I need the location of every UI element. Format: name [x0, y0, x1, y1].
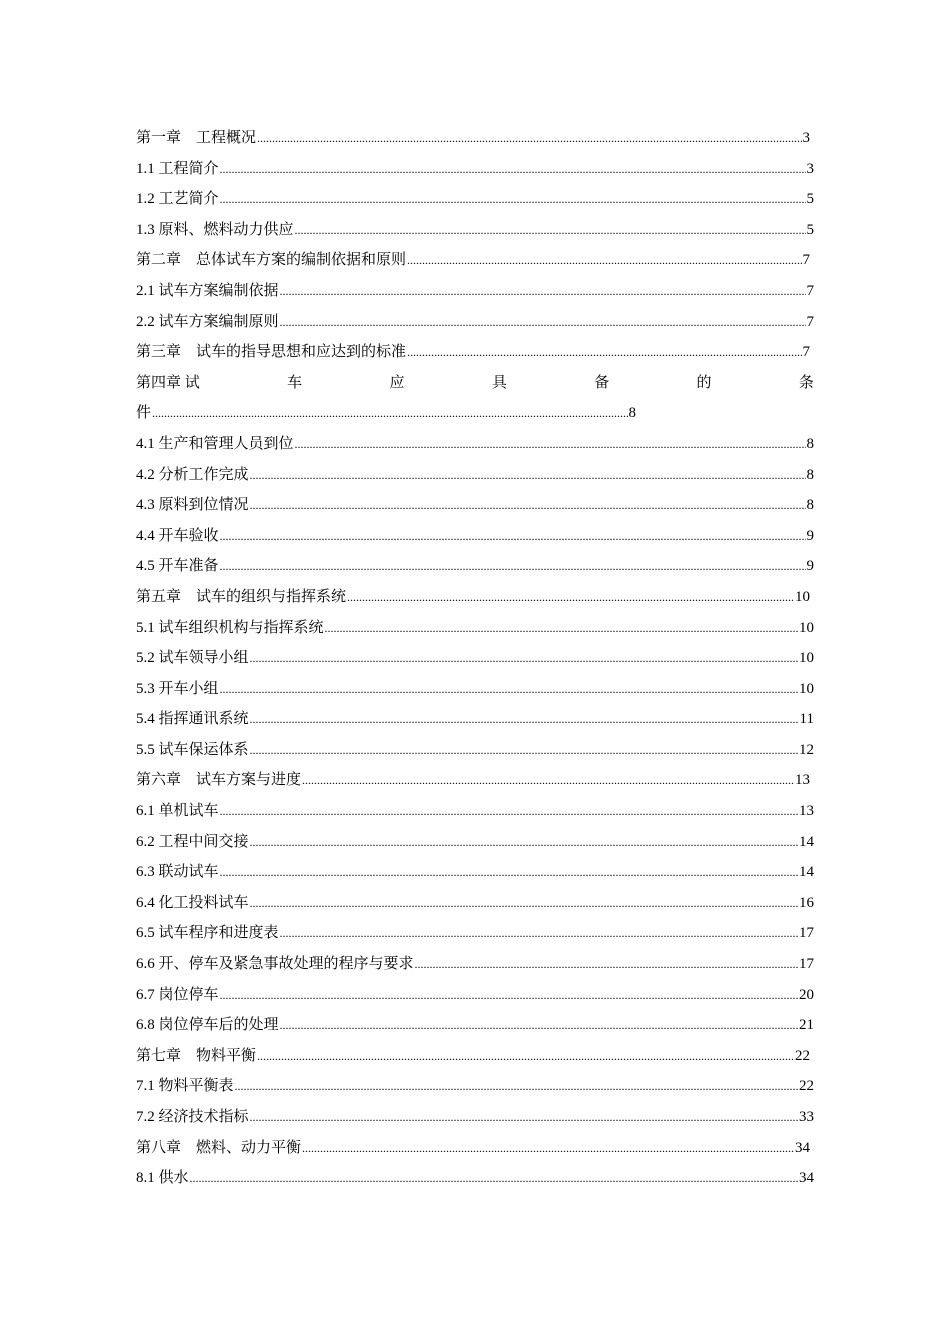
toc-entry-page: 8: [628, 405, 636, 422]
toc-entry-page: 10: [795, 588, 810, 605]
toc-entry-section[interactable]: [136, 276, 814, 307]
toc-entry-title: 5.5 试车保运体系: [136, 741, 249, 758]
toc-entry-page: 10: [799, 650, 814, 667]
toc-entry-page: 16: [799, 894, 814, 911]
toc-entry-page: 8: [806, 466, 814, 483]
toc-entry-title: 6.8 岗位停车后的处理: [136, 1017, 279, 1034]
toc-dot-leader: [295, 215, 806, 246]
toc-entry-title: 件: [136, 405, 152, 422]
toc-dot-leader: [280, 918, 798, 949]
toc-entry-page: 5: [806, 221, 814, 238]
toc-entry-title: 1.3 原料、燃料动力供应: [136, 221, 294, 238]
toc-dot-leader: [220, 184, 806, 215]
toc-entry-section[interactable]: [136, 429, 814, 460]
toc-entry-title: 4.3 原料到位情况: [136, 497, 249, 514]
toc-entry-title: 6.7 岗位停车: [136, 986, 219, 1003]
toc-entry-section[interactable]: [136, 613, 814, 644]
toc-entry-title: 第六章 试车方案与进度: [136, 772, 302, 789]
toc-entry-page: 20: [799, 986, 814, 1003]
toc-entry-page: 7: [802, 252, 810, 269]
toc-entry-section[interactable]: [136, 796, 814, 827]
toc-entry-word: 第四章 试: [136, 374, 200, 391]
toc-entry-page: 5: [806, 191, 814, 208]
toc-entry-page: 34: [795, 1139, 810, 1156]
toc-entry-page: 7: [802, 344, 810, 361]
toc-entry-chapter[interactable]: [136, 765, 814, 796]
toc-entry-page: 10: [799, 619, 814, 636]
toc-entry-page: 33: [799, 1109, 814, 1125]
toc-entry-title: 4.2 分析工作完成: [136, 466, 249, 483]
toc-dot-leader: [250, 1102, 798, 1133]
toc-entry-chapter[interactable]: [136, 245, 814, 276]
toc-entry-page: 10: [799, 680, 814, 697]
toc-entry-title: 第一章 工程概况: [136, 130, 257, 146]
toc-entry-title: 4.5 开车准备: [136, 558, 219, 575]
toc-dot-leader: [250, 490, 806, 521]
toc-entry-section[interactable]: [136, 674, 814, 705]
toc-dot-leader: [257, 1041, 794, 1072]
toc-entry-page: 9: [806, 558, 814, 575]
toc-entry-title: 第三章 试车的指导思想和应达到的标准: [136, 344, 407, 361]
toc-entry-word: 车: [287, 374, 303, 391]
toc-dot-leader: [415, 949, 798, 980]
toc-entry-section[interactable]: [136, 918, 814, 949]
toc-entry-chapter[interactable]: [136, 337, 814, 368]
toc-entry-word: 的: [696, 374, 712, 391]
toc-entry-title: 1.2 工艺简介: [136, 191, 219, 208]
toc-dot-leader: [220, 857, 798, 888]
toc-entry-section[interactable]: [136, 307, 814, 338]
toc-entry-section[interactable]: [136, 735, 814, 766]
toc-entry-section[interactable]: [136, 551, 814, 582]
toc-dot-leader: [220, 674, 798, 705]
toc-entry-title: 第五章 试车的组织与指挥系统: [136, 588, 347, 605]
toc-entry-page: 3: [806, 160, 814, 177]
toc-entry-section[interactable]: [136, 215, 814, 246]
toc-entry-word: 应: [389, 374, 405, 391]
toc-entry-section[interactable]: [136, 521, 814, 552]
toc-entry-section[interactable]: [136, 1102, 814, 1133]
toc-entry-word: 具: [491, 374, 507, 391]
toc-entry-section[interactable]: [136, 827, 814, 858]
toc-entry-title: 第八章 燃料、动力平衡: [136, 1139, 302, 1156]
toc-entry-title: 6.1 单机试车: [136, 803, 219, 820]
toc-entry-section[interactable]: [136, 857, 814, 888]
toc-entry-section[interactable]: [136, 888, 814, 919]
toc-dot-leader: [280, 276, 806, 307]
toc-entry-page: 12: [799, 741, 814, 758]
toc-dot-leader: [250, 460, 806, 491]
toc-dot-leader: [302, 765, 794, 796]
toc-dot-leader: [295, 429, 806, 460]
toc-entry-section[interactable]: [136, 1010, 814, 1041]
toc-entry-chapter[interactable]: [136, 123, 814, 154]
toc-entry-page: 17: [799, 925, 814, 942]
toc-entry-page: 8: [806, 497, 814, 514]
toc-entry-title: 第二章 总体试车方案的编制依据和原则: [136, 252, 407, 269]
table-of-contents: [136, 123, 814, 1194]
toc-dot-leader: [152, 398, 627, 429]
toc-dot-leader: [302, 1133, 794, 1164]
toc-dot-leader: [220, 980, 798, 1011]
toc-dot-leader: [280, 307, 806, 338]
toc-entry-page: 9: [806, 527, 814, 544]
toc-entry-title: 第七章 物料平衡: [136, 1047, 257, 1064]
toc-dot-leader: [190, 1163, 798, 1194]
toc-dot-leader: [220, 521, 806, 552]
toc-entry-page: 22: [799, 1078, 814, 1095]
toc-dot-leader: [220, 796, 798, 827]
toc-entry-title: 6.5 试车程序和进度表: [136, 925, 279, 942]
toc-entry-page: 8: [806, 435, 814, 452]
toc-entry-page: 13: [799, 803, 814, 820]
toc-entry-title: 6.2 工程中间交接: [136, 833, 249, 850]
toc-entry-section[interactable]: [136, 980, 814, 1011]
toc-section-1: [136, 123, 814, 368]
toc-entry-title: 4.1 生产和管理人员到位: [136, 435, 294, 452]
toc-dot-leader: [220, 154, 806, 185]
toc-entry-title: 5.1 试车组织机构与指挥系统: [136, 619, 324, 636]
toc-entry-page: 3: [802, 130, 810, 146]
toc-entry-chapter-4-line-2[interactable]: [136, 398, 636, 429]
toc-entry-section[interactable]: [136, 184, 814, 215]
toc-entry-chapter[interactable]: [136, 1133, 814, 1164]
toc-dot-leader: [250, 704, 799, 735]
toc-entry-chapter-4-line-1[interactable]: [136, 368, 814, 399]
toc-entry-title: 8.1 供水: [136, 1170, 189, 1187]
toc-dot-leader: [257, 123, 801, 154]
toc-dot-leader: [250, 888, 798, 919]
toc-entry-section[interactable]: [136, 154, 814, 185]
toc-entry-section[interactable]: [136, 490, 814, 521]
toc-entry-title: 7.1 物料平衡表: [136, 1078, 234, 1095]
toc-dot-leader: [280, 1010, 798, 1041]
toc-entry-page: 13: [795, 772, 810, 789]
toc-entry-section[interactable]: [136, 949, 814, 980]
toc-entry-title: 5.3 开车小组: [136, 680, 219, 697]
toc-entry-word: 条: [798, 374, 814, 391]
toc-entry-title: 6.3 联动试车: [136, 864, 219, 881]
toc-dot-leader: [407, 337, 801, 368]
toc-entry-title: 7.2 经济技术指标: [136, 1109, 249, 1125]
toc-entry-page: 17: [799, 956, 814, 973]
toc-entry-page: 21: [799, 1017, 814, 1034]
toc-dot-leader: [250, 643, 798, 674]
toc-dot-leader: [325, 613, 798, 644]
toc-entry-page: 14: [799, 833, 814, 850]
toc-dot-leader: [347, 582, 794, 613]
toc-section-2: [136, 429, 814, 1194]
toc-dot-leader: [407, 245, 801, 276]
toc-dot-leader: [250, 827, 798, 858]
toc-entry-page: 7: [806, 313, 814, 330]
toc-entry-title: 4.4 开车验收: [136, 527, 219, 544]
toc-dot-leader: [235, 1071, 798, 1102]
toc-entry-section[interactable]: [136, 1071, 814, 1102]
toc-entry-chapter[interactable]: [136, 582, 814, 613]
toc-entry-page: 11: [799, 711, 814, 728]
toc-entry-word: 备: [594, 374, 610, 391]
toc-entry-page: 22: [795, 1047, 810, 1064]
toc-entry-section[interactable]: [136, 704, 814, 735]
toc-entry-title: 6.6 开、停车及紧急事故处理的程序与要求: [136, 956, 414, 973]
toc-dot-leader: [220, 551, 806, 582]
toc-entry-title: 2.1 试车方案编制依据: [136, 282, 279, 299]
toc-entry-title: 2.2 试车方案编制原则: [136, 313, 279, 330]
toc-entry-section[interactable]: [136, 460, 814, 491]
toc-dot-leader: [250, 735, 798, 766]
toc-entry-page: 34: [799, 1170, 814, 1187]
toc-entry-title: 5.2 试车领导小组: [136, 650, 249, 667]
toc-entry-chapter[interactable]: [136, 1041, 814, 1072]
toc-entry-section[interactable]: [136, 643, 814, 674]
toc-entry-title: 5.4 指挥通讯系统: [136, 711, 249, 728]
toc-entry-title: 6.4 化工投料试车: [136, 894, 249, 911]
toc-entry-section[interactable]: [136, 1163, 814, 1194]
toc-entry-title: 1.1 工程简介: [136, 160, 219, 177]
toc-entry-page: 7: [806, 282, 814, 299]
toc-entry-page: 14: [799, 864, 814, 881]
